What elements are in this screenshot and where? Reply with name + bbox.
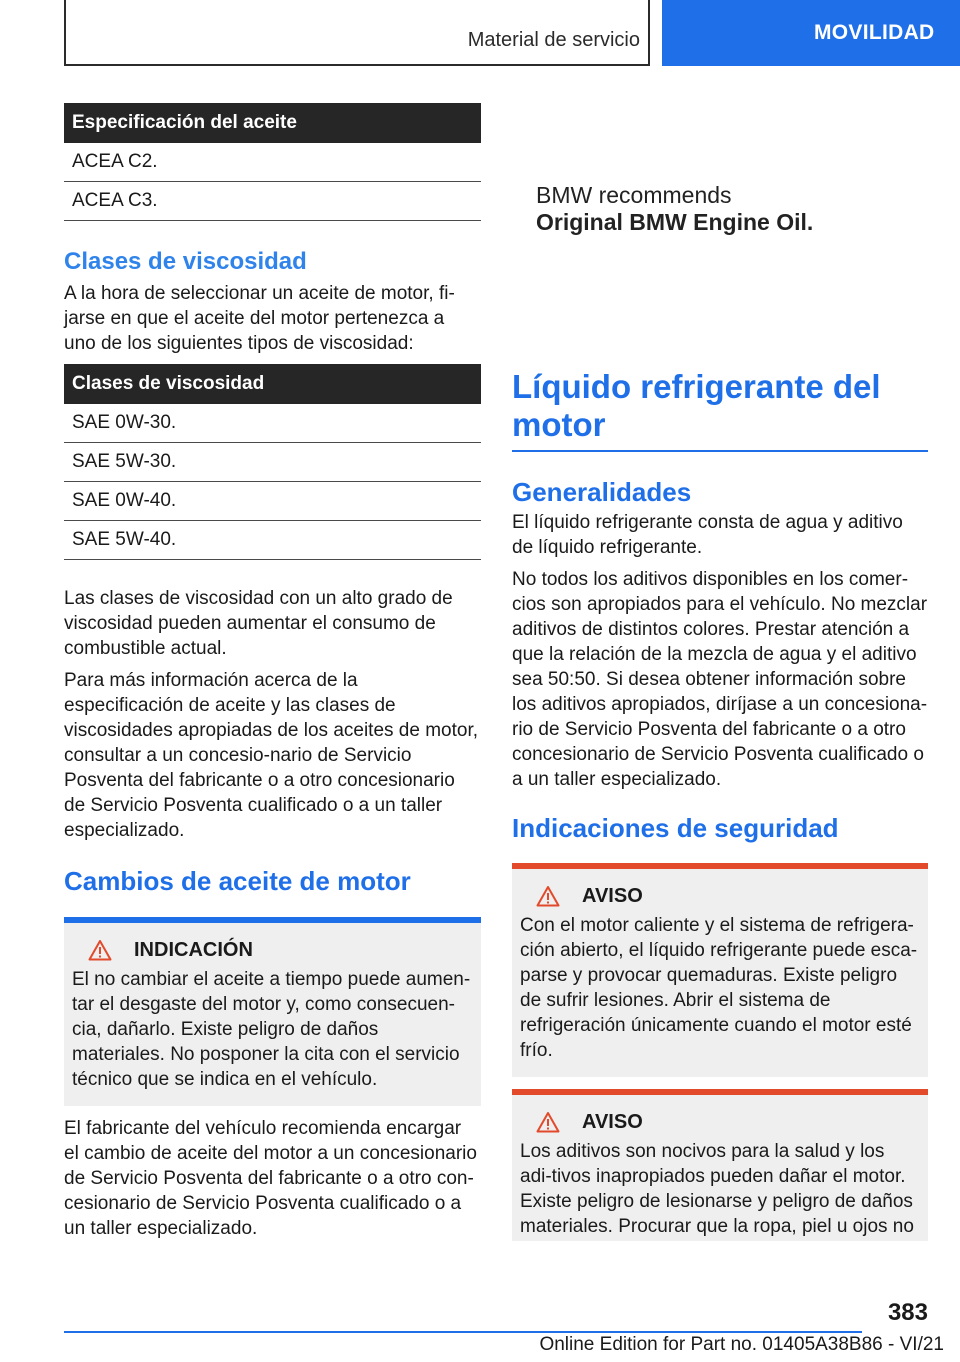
viscosity-table-header: Clases de viscosidad [64,364,481,404]
viscosity-table [64,364,481,560]
warning-triangle-icon [88,939,112,961]
viscosity-heading: Clases de viscosidad [64,248,307,275]
table-row: SAE 5W-40. [64,521,481,560]
header-tab-movilidad[interactable]: MOVILIDAD [662,0,960,66]
warning-triangle-icon [536,885,560,907]
warning-text: Con el motor caliente y el sistema de refrigera-ción abierto, el líquido refrigerante puede esca-parse y provocar quemaduras. Existe peligro de sufrir lesiones. Abrir el sistema de refrigeración únicamente cuando el motor esté frío. [520,915,918,1061]
notice-title-row [72,937,473,963]
table-row: SAE 5W-30. [64,443,481,482]
general-text-1: El líquido refrigerante consta de agua y aditivo de líquido refrigerante. [512,512,903,558]
general-heading: Generalidades [512,477,692,507]
viscosity-note-consumption: Las clases de viscosidad con un alto grado de viscosidad pueden aumentar el consumo de combustible actual. [64,588,453,659]
notice-text: El no cambiar el aceite a tiempo puede aumen-tar el desgaste del motor y, como consecuen-cia, dañarlo. Existe peligro de daños materiales. No posponer la cita con el servicio técnico que se indica en el vehículo. [72,969,471,1090]
viscosity-note-info: Para más información acerca de la especificación de aceite y las clases de viscosidades apropiadas de los aceites de motor, consultar a un concesio-nario de Servicio Posventa del fabricante o a otro concesionario de Servicio Posventa cualificado o a un taller especializado. [64,670,479,841]
bmw-oil-logo [536,182,813,236]
oil-change-heading: Cambios de aceite de motor [64,866,411,896]
bmw-logo-line2: Original BMW Engine Oil. [536,209,814,235]
warning-box-additives [512,1089,928,1241]
warning-title: AVISO [582,1111,643,1133]
chapter-divider [512,450,928,452]
table-row: SAE 0W-30. [64,404,481,443]
footer-edition: Online Edition for Part no. 01405A38B86 - VI/21 [539,1334,944,1355]
header-box [64,0,650,66]
viscosity-intro: A la hora de seleccionar un aceite de motor, fi-jarse en que el aceite del motor pertenezca a uno de los siguientes tipos de viscosidad: [64,283,455,354]
page-number: 383 [887,1299,928,1326]
oil-spec-table [64,103,481,221]
table-row: ACEA C2. [64,143,481,182]
right-column [512,368,928,1241]
bmw-logo-line1: BMW recommends [536,182,732,208]
oil-change-text: El fabricante del vehículo recomienda encargar el cambio de aceite del motor a un concesionario de Servicio Posventa del fabricante o a otro con-cesionario de Servicio Posventa cualificado o a un taller especializado. [64,1118,477,1239]
notice-title: INDICACIÓN [134,939,253,961]
table-row: SAE 0W-40. [64,482,481,521]
warning-box-burns [512,863,928,1077]
oil-spec-table-header: Especificación del aceite [64,103,481,143]
header-section-title: Material de servicio [467,29,640,51]
warning-triangle-icon [536,1111,560,1133]
safety-heading: Indicaciones de seguridad [512,813,839,843]
left-column [64,103,481,1241]
oil-change-notice [64,917,481,1106]
table-row: ACEA C3. [64,182,481,221]
footer-divider [64,1331,862,1333]
warning-title: AVISO [582,885,643,907]
warning-title-row [520,1109,920,1135]
warning-text: Los aditivos son nocivos para la salud y los adi-tivos inapropiados pueden dañar el motor. Existe peligro de lesionarse y peligro de daños materiales. Procurar que la ropa, piel u ojos no [520,1141,914,1237]
coolant-chapter-title: Líquido refrigerante del motor [512,368,881,443]
general-text-2: No todos los aditivos disponibles en los comer-cios son apropiados para el vehículo. No mezclar aditivos de distintos colores. Prestar atención a que la relación de la mezcla de agua y el aditivo sea 50:50. Si desea obtener información sobre los aditivos apropiados, diríjase a un concesiona-rio de Servicio Posventa del fabricante o a otro concesionario de Servicio Posventa cualificado o a un taller especializado. [512,569,928,790]
warning-title-row [520,883,920,909]
